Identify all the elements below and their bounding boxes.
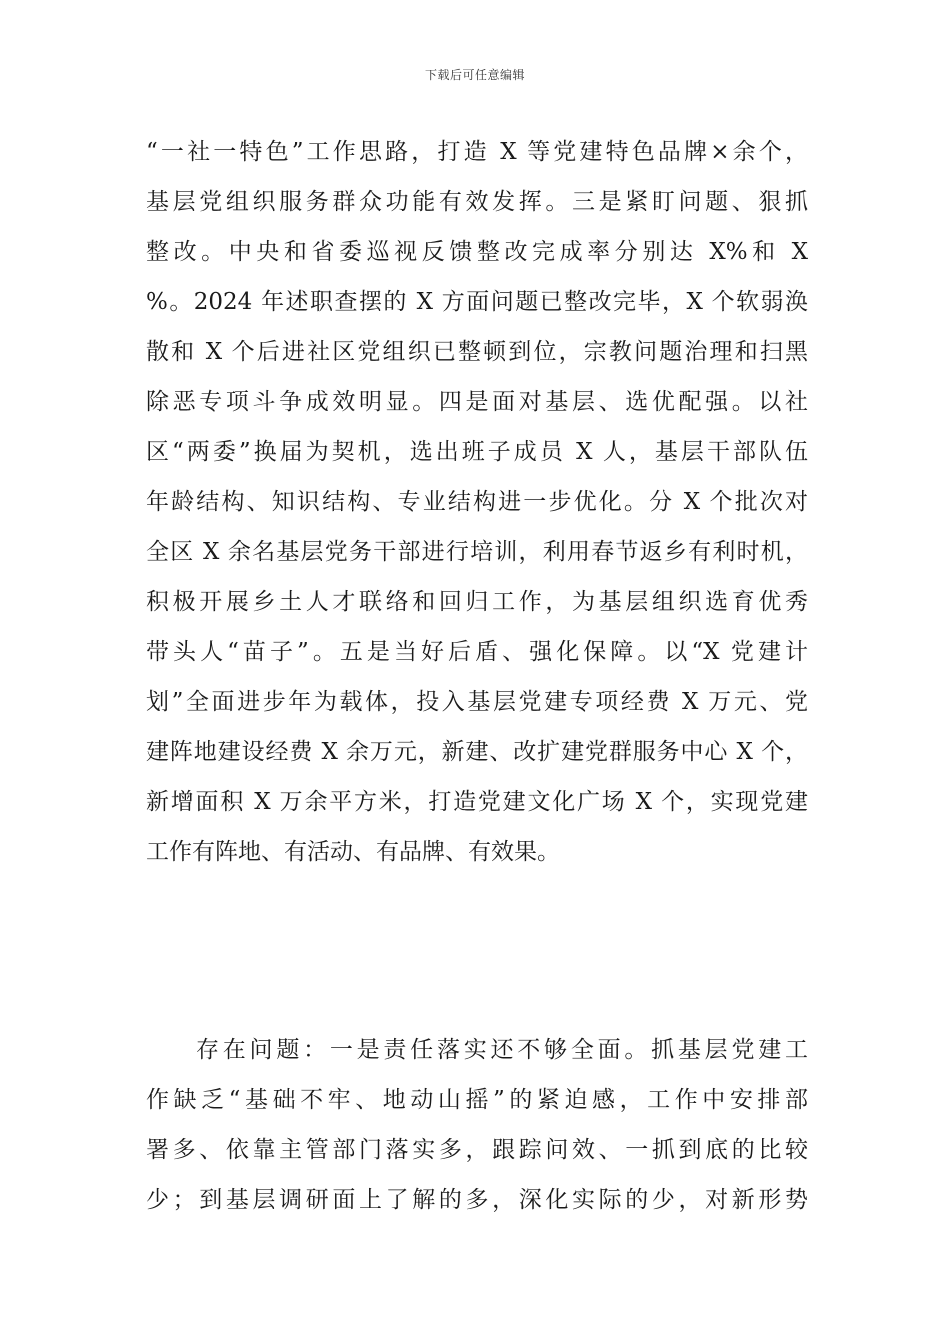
text-line: 存在问题：一是责任落实还不够全面。抓基层党建工 <box>196 1037 808 1063</box>
text-line: 新增面积 X 万余平方米，打造党建文化广场 X 个，实现党建 <box>146 789 808 815</box>
text-line: “一社一特色”工作思路，打造 X 等党建特色品牌×余个， <box>146 139 808 165</box>
text-line: 基层党组织服务群众功能有效发挥。三是紧盯问题、狠抓 <box>146 189 808 215</box>
body-paragraph-1 <box>146 127 808 877</box>
text-line: 整改。中央和省委巡视反馈整改完成率分别达 X%和 X <box>146 239 808 265</box>
text-line: 散和 X 个后进社区党组织已整顿到位，宗教问题治理和扫黑 <box>146 339 808 365</box>
text-line: 少；到基层调研面上了解的多，深化实际的少，对新形势 <box>146 1187 808 1213</box>
text-line: 署多、依靠主管部门落实多，跟踪问效、一抓到底的比较 <box>146 1137 808 1163</box>
text-line: 作缺乏“基础不牢、地动山摇”的紧迫感，工作中安排部 <box>146 1087 808 1113</box>
text-line: 带头人“苗子”。五是当好后盾、强化保障。以“X 党建计 <box>146 639 808 665</box>
text-line: %。2024 年述职查摆的 X 方面问题已整改完毕，X 个软弱涣 <box>146 289 808 315</box>
text-line: 全区 X 余名基层党务干部进行培训，利用春节返乡有利时机， <box>146 539 808 565</box>
text-line: 年龄结构、知识结构、专业结构进一步优化。分 X 个批次对 <box>146 489 808 515</box>
text-line: 划”全面进步年为载体，投入基层党建专项经费 X 万元、党 <box>146 689 808 715</box>
text-line: 工作有阵地、有活动、有品牌、有效果。 <box>146 839 560 865</box>
text-line: 除恶专项斗争成效明显。四是面对基层、选优配强。以社 <box>146 389 808 415</box>
body-paragraph-2 <box>146 1025 808 1225</box>
text-line: 建阵地建设经费 X 余万元，新建、改扩建党群服务中心 X 个， <box>146 739 808 765</box>
text-line: 积极开展乡土人才联络和回归工作，为基层组织选育优秀 <box>146 589 808 615</box>
page-header: 下载后可任意编辑 <box>424 68 525 82</box>
text-line: 区“两委”换届为契机，选出班子成员 X 人，基层干部队伍 <box>146 439 808 465</box>
